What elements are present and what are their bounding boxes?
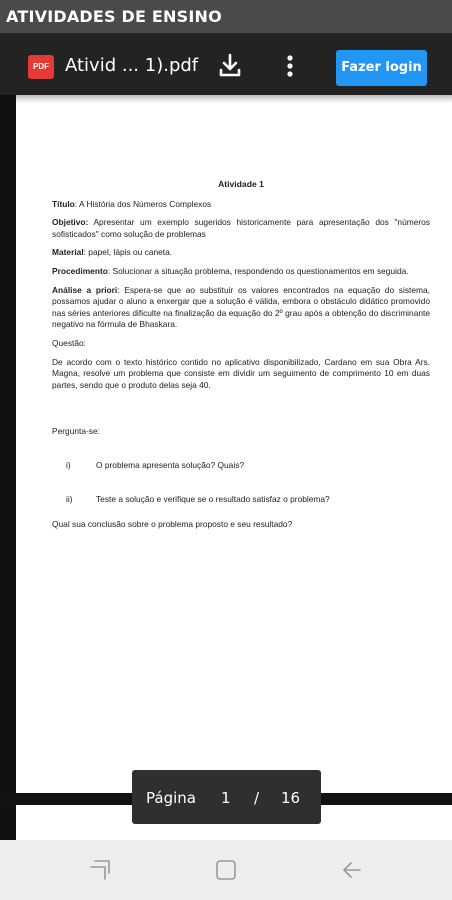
question-text: O problema apresenta solução? Quais?	[96, 459, 245, 470]
question-number: i)	[66, 459, 71, 470]
document-heading: Atividade 1	[218, 179, 264, 189]
question-text: Teste a solução e verifique se o resultado satisfaz o problema?	[96, 493, 330, 504]
file-name: Ativid ... 1).pdf	[65, 55, 199, 76]
app-title: ATIVIDADES DE ENSINO	[6, 7, 222, 26]
home-icon[interactable]	[214, 858, 238, 882]
titulo-paragraph	[52, 199, 430, 211]
titulo-label: Título	[52, 198, 75, 209]
pergunta-label: Pergunta-se:	[52, 426, 100, 437]
page-shadow	[16, 95, 452, 103]
page-separator: /	[254, 789, 260, 807]
objetivo-text: Apresentar um exemplo sugeridos historicamente para apresentação dos "números sofisticados" como solução de problemas	[52, 217, 430, 239]
procedimento-text: : Solucionar a situação problema, respondendo os questionamentos em seguida.	[107, 265, 409, 276]
analise-label: Análise a priori	[52, 284, 118, 295]
back-icon[interactable]	[340, 858, 364, 882]
material-text: : papel, lápis ou caneta.	[83, 247, 173, 258]
questao-text: De acordo com o texto histórico contido no aplicativo disponibilizado, Cardano em sua Obra Ars. Magna, resolve um problema que consiste em dividir um seguimento de comprimento 10 em duas partes, sendo que o produto delas seja 40.	[52, 356, 430, 390]
more-vert-icon[interactable]	[280, 51, 300, 81]
conclusao-text: Qual sua conclusão sobre o problema proposto e seu resultado?	[52, 519, 293, 530]
download-icon[interactable]	[215, 51, 245, 81]
objetivo-paragraph	[52, 217, 430, 240]
total-pages: 16	[281, 789, 301, 807]
pdf-toolbar	[0, 33, 452, 95]
questao-label: Questão:	[52, 337, 86, 348]
page-label: Página	[146, 789, 196, 807]
question-item	[52, 460, 430, 472]
objetivo-label: Objetivo:	[52, 217, 89, 228]
pdf-viewer[interactable]	[0, 95, 452, 840]
pdf-file-icon: PDF	[28, 55, 54, 79]
recent-apps-icon[interactable]	[88, 858, 112, 882]
analise-paragraph	[52, 285, 430, 331]
procedimento-label: Procedimento	[52, 265, 108, 276]
question-number: ii)	[66, 493, 73, 504]
viewer-left-edge	[0, 95, 16, 840]
page-indicator[interactable]	[132, 770, 321, 824]
question-item	[52, 494, 430, 506]
document-content	[52, 179, 430, 538]
current-page: 1	[221, 789, 231, 807]
system-nav-bar	[0, 840, 452, 900]
app-title-bar	[0, 0, 452, 33]
login-button[interactable]: Fazer login	[336, 50, 427, 86]
analise-text: : Espera-se que ao substituir os valores encontrados na equação do sistema, possamos ajudar o aluno a enxergar que a solução é válida, embora o obstáculo didático promovido nas séries anteriores dificulte na finalização da equação do 2º grau após a obtenção do discriminante negativo na fórmula de Bhaskara.	[52, 284, 430, 330]
titulo-text: : A História dos Números Complexos	[74, 198, 212, 209]
procedimento-paragraph	[52, 266, 430, 278]
material-label: Material	[52, 247, 84, 258]
material-paragraph	[52, 247, 430, 259]
